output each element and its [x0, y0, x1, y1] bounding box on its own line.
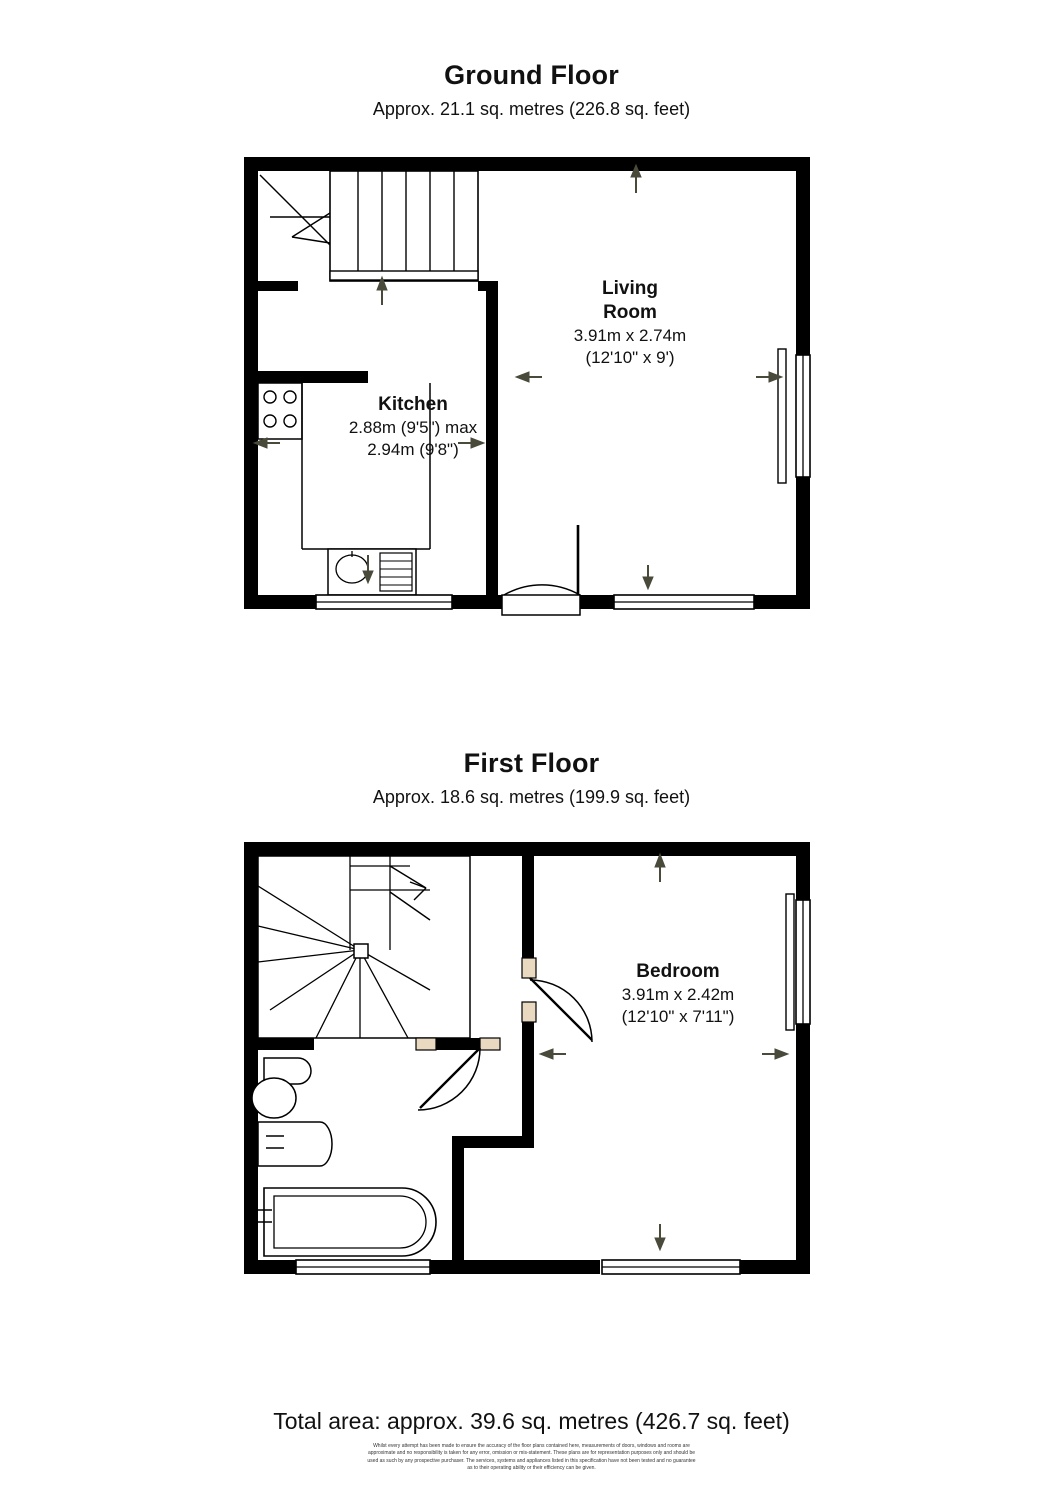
first-direction-arrows [540, 854, 788, 1250]
first-floor-title: First Floor [463, 748, 600, 778]
first-floor-subtitle: Approx. 18.6 sq. metres (199.9 sq. feet) [372, 787, 691, 807]
kitchen-dim-imperial: 2.94m (9'8") [367, 439, 459, 459]
first-floor-section [0, 748, 1063, 808]
total-area-text: Total area: approx. 39.6 sq. metres (426.7 sq. feet) [273, 1408, 790, 1434]
bathroom-fixtures [252, 1058, 436, 1256]
disclaimer-text: Whilst every attempt has been made to ensure the accuracy of the floor plans contained here, measurements of doors, windows and rooms are approximate and no responsibility is taken for any error, omission or mis-statement. These plans are for representation purposes only and should be used as such by any prospective purchaser. The services, systems and appliances listed in this specification have not been tested and no guarantee as to their operating ability or their efficiency can be given. [367, 1443, 696, 1471]
ground-floor-subtitle: Approx. 21.1 sq. metres (226.8 sq. feet) [372, 99, 691, 119]
living-room-dim-metric: 3.91m x 2.74m [573, 325, 687, 345]
bedroom-label [540, 960, 816, 1028]
living-room-name-line2: Room [603, 301, 657, 323]
first-staircase [258, 856, 470, 1038]
bedroom-dim-imperial: (12'10" x 7'11") [621, 1006, 735, 1026]
bedroom-name: Bedroom [636, 961, 720, 982]
bedroom-dim-metric: 3.91m x 2.42m [621, 984, 735, 1004]
kitchen-dim-metric: 2.88m (9'5") max [348, 417, 478, 437]
ground-floor-section [0, 60, 1063, 120]
kitchen-name: Kitchen [378, 394, 448, 415]
living-room-name-line1: Living [602, 278, 658, 299]
ground-front-door [502, 525, 580, 615]
living-room-label [510, 277, 750, 369]
ground-floor-title: Ground Floor [444, 60, 619, 90]
living-room-dim-imperial: (12'10" x 9') [585, 347, 675, 367]
ground-staircase [260, 171, 478, 281]
first-floor-plan [230, 830, 830, 1310]
first-floor-drawing [230, 830, 830, 1310]
kitchen-label [288, 393, 538, 461]
ground-floor-plan [230, 145, 830, 645]
